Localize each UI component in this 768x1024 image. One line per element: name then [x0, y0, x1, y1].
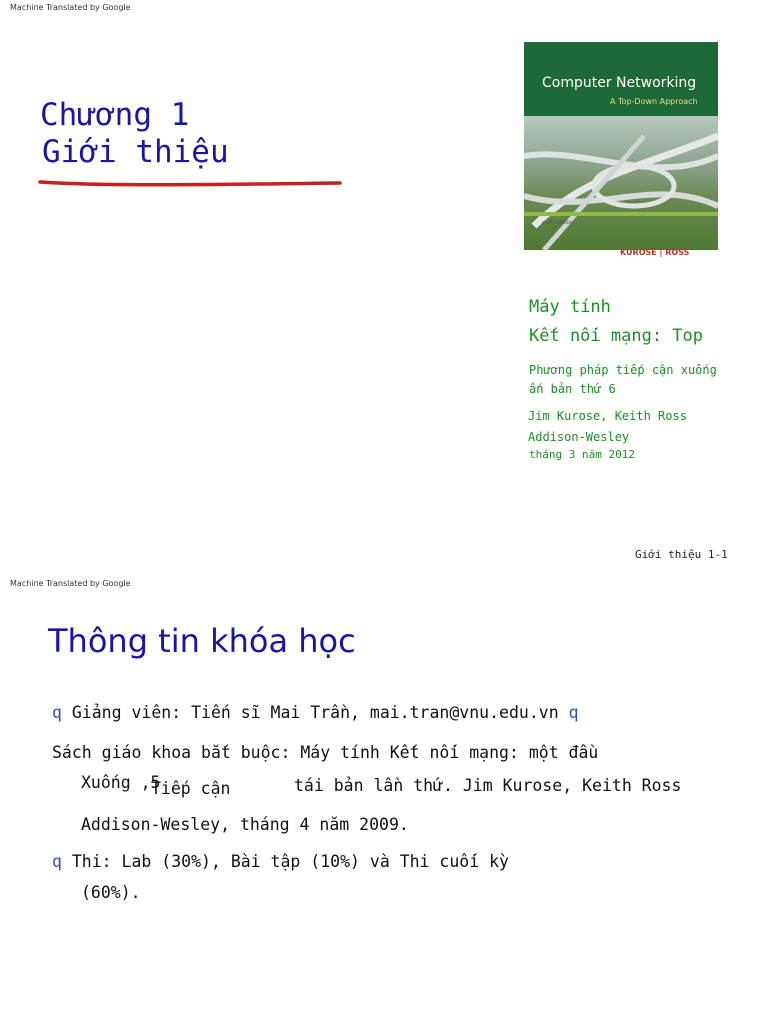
watermark: Machine Translated by Google: [10, 3, 131, 12]
book-cover-image: [524, 42, 718, 266]
cover-photo: [524, 116, 718, 250]
chapter-subtitle: Giới thiệu: [42, 134, 229, 170]
book-info-publisher: Addison-Wesley: [528, 430, 630, 444]
textbook-line-3b: Tiếp cận: [151, 779, 231, 798]
title-underline: [38, 174, 348, 190]
book-info-line4: ấn bản thứ 6: [529, 382, 616, 396]
cover-subtitle: A Top-Down Approach: [610, 97, 698, 106]
instructor-text: Giảng viên: Tiến sĩ Mai Trần, mai.tran@vnu.edu.vn: [71, 703, 559, 722]
book-info-line1: Máy tính: [529, 297, 611, 317]
section-title: Thông tin khóa học: [48, 622, 356, 660]
watermark-2: Machine Translated by Google: [10, 579, 131, 588]
textbook-line: Sách giáo khoa bắt buộc: Máy tính Kết nối mạng: một đầu: [52, 743, 599, 762]
bullet-icon: q: [568, 703, 579, 722]
exam-line-2: (60%).: [81, 883, 141, 902]
cover-title: Computer Networking: [542, 75, 697, 91]
exam-line: [52, 852, 509, 871]
book-info-date: tháng 3 năm 2012: [529, 448, 635, 461]
cover-authors: KUROSE | ROSS: [620, 248, 690, 257]
instructor-line: [52, 703, 579, 722]
exam-text: Thi: Lab (30%), Bài tập (10%) và Thi cuối kỳ: [71, 852, 509, 871]
bullet-icon: q: [52, 852, 62, 871]
cover-stripe: [524, 212, 718, 216]
cover-edition: sixth edition: [542, 220, 573, 226]
textbook-line-3c: tái bản lần thứ. Jim Kurose, Keith Ross: [294, 776, 682, 795]
publisher-line: Addison-Wesley, tháng 4 năm 2009.: [81, 815, 409, 834]
slide-footer: Giới thiệu 1-1: [635, 548, 728, 561]
book-info-authors: Jim Kurose, Keith Ross: [528, 409, 687, 423]
chapter-title: Chương 1: [40, 97, 190, 133]
highway-illustration: [524, 116, 718, 250]
bullet-icon: q: [52, 703, 62, 722]
textbook-line-3a: Xuống ,5: [81, 773, 161, 792]
book-info-line2: Kết nối mạng: Top: [529, 326, 703, 346]
book-info-line3: Phương pháp tiếp cận xuống: [529, 363, 717, 377]
